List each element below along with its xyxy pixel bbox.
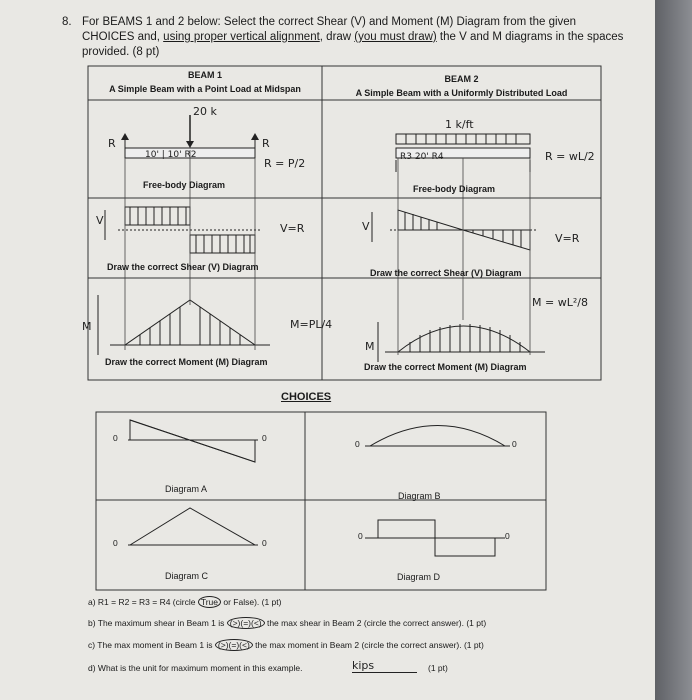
beam2-span-note: R3 20' R4 xyxy=(400,152,444,162)
b-answer-options[interactable]: (>)(=)(<) xyxy=(227,617,265,629)
beam1-shear-sketch xyxy=(105,207,262,253)
diagram-d-zero-left: 0 xyxy=(358,531,363,541)
beam1-reaction-eq: R = P/2 xyxy=(264,157,306,170)
beam1-title: A Simple Beam with a Point Load at Midspan xyxy=(109,84,301,94)
diagram-a-zero-left: 0 xyxy=(113,433,118,443)
diagram-c-label[interactable]: Diagram C xyxy=(165,571,209,581)
choices-grid-border xyxy=(96,412,546,590)
beam2-shear-sketch xyxy=(372,210,538,250)
beam2-shear-note: V=R xyxy=(555,232,580,245)
beam2-shear-label: Draw the correct Shear (V) Diagram xyxy=(370,268,522,278)
choices-heading: CHOICES xyxy=(281,391,332,403)
subquestion-d: d) What is the unit for maximum moment in this example. xyxy=(88,663,303,673)
diagram-d-shape xyxy=(365,520,505,556)
diagram-a-shape xyxy=(128,420,258,462)
beam-table-border xyxy=(88,66,601,380)
question-line-1: For BEAMS 1 and 2 below: Select the correct Shear (V) and Moment (M) Diagram from the given xyxy=(82,16,577,28)
beam2-load-note: 1 k/ft xyxy=(445,118,474,131)
diagram-a-label[interactable]: Diagram A xyxy=(165,484,208,494)
question-line-3: provided. (8 pt) xyxy=(82,46,160,58)
beam1-span-note: 10' | 10' R2 xyxy=(145,150,197,160)
question-line-2: CHOICES and, using proper vertical alignment, draw (you must draw) the V and M diagrams in the spaces xyxy=(82,31,624,43)
beam2-moment-axis: M xyxy=(365,340,375,353)
beam1-load-note: 20 k xyxy=(193,105,217,118)
beam2-title: A Simple Beam with a Uniformly Distributed Load xyxy=(355,88,568,98)
d-answer-field[interactable]: kips xyxy=(352,659,417,673)
true-choice-circled[interactable]: True xyxy=(198,596,221,608)
beam1-shear-label: Draw the correct Shear (V) Diagram xyxy=(107,262,259,272)
c-answer-options[interactable]: (>)(=)(<) xyxy=(215,639,253,651)
beam1-moment-label: Draw the correct Moment (M) Diagram xyxy=(105,357,268,367)
beam1-moment-note: M=PL/4 xyxy=(290,318,333,331)
diagram-b-shape xyxy=(365,426,510,447)
beam2-shear-axis: V xyxy=(362,220,370,233)
beam1-moment-sketch xyxy=(98,295,270,355)
subquestion-b: b) The maximum shear in Beam 1 is (>)(=)(<) the max shear in Beam 2 (circle the correct answer). (1 pt) xyxy=(88,618,487,628)
diagram-b-zero-right: 0 xyxy=(512,439,517,449)
beam1-shear-note: V=R xyxy=(280,222,305,235)
diagram-c-shape xyxy=(128,508,258,545)
beam1-reaction-left: R xyxy=(108,137,116,150)
diagram-b-zero-left: 0 xyxy=(355,439,360,449)
beam2-moment-note: M = wL²/8 xyxy=(532,296,588,309)
beam1-name: BEAM 1 xyxy=(187,70,222,80)
beam1-moment-axis: M xyxy=(82,320,92,333)
diagram-a-zero-right: 0 xyxy=(262,433,267,443)
subquestion-c: c) The max moment in Beam 1 is (>)(=)(<) the max moment in Beam 2 (circle the correct answer). (1 pt) xyxy=(88,640,484,650)
diagram-c-zero-left: 0 xyxy=(113,538,118,548)
beam2-moment-sketch xyxy=(378,322,545,362)
diagram-d-zero-right: 0 xyxy=(505,531,510,541)
diagram-d-label[interactable]: Diagram D xyxy=(397,572,441,582)
subquestion-a: a) R1 = R2 = R3 = R4 (circle True or False). (1 pt) xyxy=(88,597,282,607)
beam2-fbd-label: Free-body Diagram xyxy=(413,184,496,194)
subquestion-d-points: (1 pt) xyxy=(428,663,448,673)
beam2-name: BEAM 2 xyxy=(444,74,479,84)
diagram-b-label[interactable]: Diagram B xyxy=(398,491,441,501)
diagram-c-zero-right: 0 xyxy=(262,538,267,548)
question-number: 8. xyxy=(62,16,72,28)
beam1-shear-axis: V xyxy=(96,214,104,227)
beam1-fbd-label: Free-body Diagram xyxy=(143,180,226,190)
beam2-moment-label: Draw the correct Moment (M) Diagram xyxy=(364,362,527,372)
beam2-reaction-eq: R = wL/2 xyxy=(545,150,595,163)
beam1-reaction-right: R xyxy=(262,137,270,150)
